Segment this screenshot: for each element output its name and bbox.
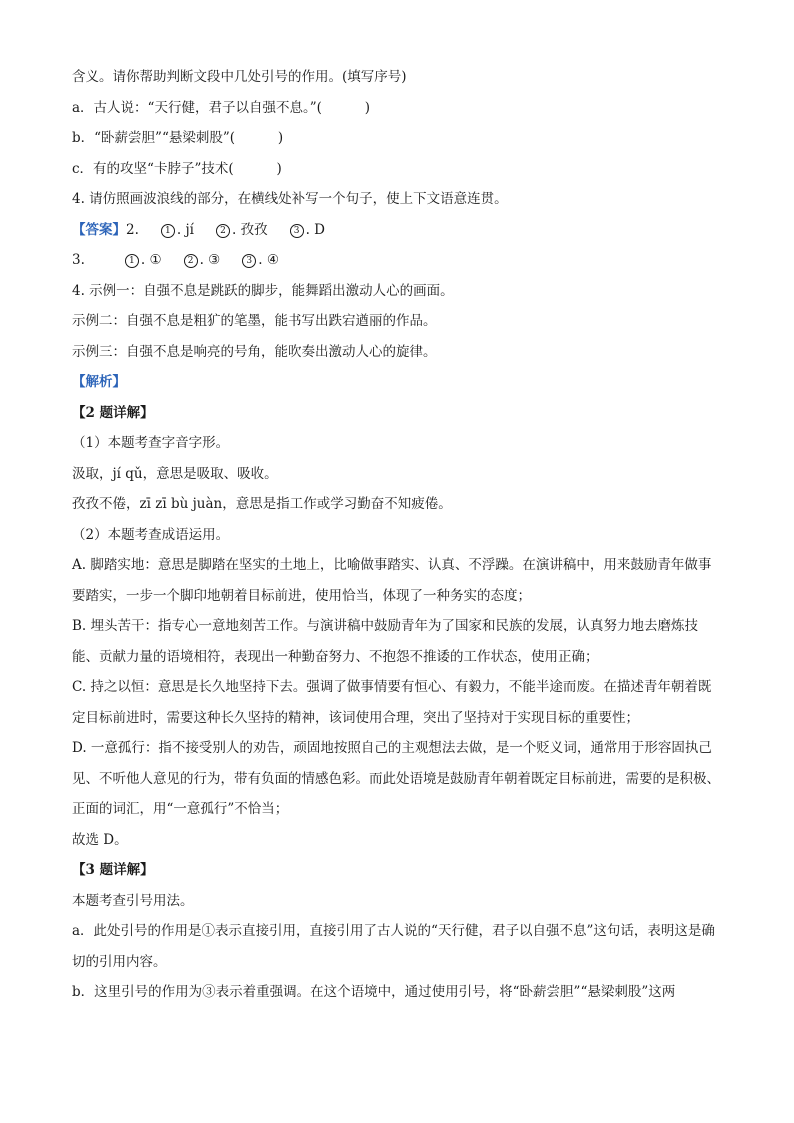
answer-number: 3. (72, 252, 85, 268)
example-2: 示例二：自强不息是粗犷的笔墨，能书写出跌宕遒丽的作品。 (72, 313, 437, 329)
answer-text: . jí (176, 221, 194, 238)
question-4: 4. 请仿照画波浪线的部分，在横线处补写一个句子，使上下文语意连贯。 (72, 191, 508, 207)
paragraph-a: a．此处引号的作用是①表示直接引用，直接引用了古人说的“天行健，君子以自强不息”这句话，表明这是确切的引用内容。 (72, 923, 715, 970)
answer-line (72, 215, 722, 246)
circled-number-3: 3 (242, 254, 256, 268)
paragraph-d: D. 一意孤行：指不接受别人的劝告，顽固地按照自己的主观想法去做，是一个贬义词，通常用于形容固执己见、不听他人意见的行为，带有负面的情感色彩。而此处语境是鼓励青年朝着既定目标前进，需要的是积极、正面的词汇，用“一意孤行”不恰当； (72, 740, 720, 817)
answer-text: . ① (140, 252, 162, 268)
paragraph: （2）本题考查成语运用。 (72, 526, 230, 543)
answer-text: . ④ (258, 252, 279, 268)
q3-heading: 【3 题详解】 (72, 862, 154, 878)
paragraph-b: B. 埋头苦干：指专心一意地刻苦工作。与演讲稿中鼓励青年为了国家和民族的发展，认真努力地去磨炼技能、贡献力量的语境相符，表现出一种勤奋努力、不抱怨不推诿的工作状态，使用正确； (72, 618, 699, 665)
option-a: a．古人说：“天行健，君子以自强不息。”( ) (72, 99, 371, 116)
q2-heading: 【2 题详解】 (72, 404, 154, 421)
answer-text: . ③ (199, 252, 221, 268)
example-3: 示例三：自强不息是响亮的号角，能吹奏出激动人心的旋律。 (72, 343, 437, 360)
text-line: 含义。请你帮助判断文段中几处引号的作用。(填写序号) (72, 69, 407, 85)
example-1: 4. 示例一：自强不息是跳跃的脚步，能舞蹈出激动人心的画面。 (72, 282, 454, 299)
paragraph-b: b．这里引号的作用为③表示着重强调。在这个语境中，通过使用引号，将“卧薪尝胆”“悬梁刺股”这两 (72, 984, 676, 1000)
circled-number-1: 1 (161, 224, 175, 238)
answer-tag: 【答案】 (72, 221, 126, 238)
paragraph: 故选 D。 (72, 831, 128, 848)
paragraph: 本题考查引号用法。 (72, 892, 194, 909)
analysis-tag: 【解析】 (72, 374, 126, 390)
circled-number-3: 3 (290, 224, 304, 238)
circled-number-2: 2 (184, 254, 198, 268)
answer-line-3 (72, 245, 722, 276)
paragraph-a: A. 脚踏实地：意思是脚踏在坚实的土地上，比喻做事踏实、认真、不浮躁。在演讲稿中，用来鼓励青年做事要踏实，一步一个脚印地朝着目标前进，使用恰当，体现了一种务实的态度； (72, 557, 712, 604)
document-page (72, 62, 722, 1008)
answer-text: . D (305, 221, 325, 238)
paragraph: 汲取，jí qǔ，意思是吸取、吸收。 (72, 465, 278, 482)
answer-number: 2. (126, 221, 139, 238)
paragraph: （1）本题考查字音字形。 (72, 435, 230, 451)
circled-number-1: 1 (125, 254, 139, 268)
option-b: b．“卧薪尝胆”“悬梁刺股”( ) (72, 130, 284, 146)
paragraph: 孜孜不倦，zī zī bù juàn，意思是指工作或学习勤奋不知疲倦。 (72, 496, 452, 512)
answer-text: . 孜孜 (231, 221, 268, 238)
circled-number-2: 2 (216, 224, 230, 238)
option-c: c．有的攻坚“卡脖子”技术( ) (72, 160, 282, 177)
paragraph-c: C. 持之以恒：意思是长久地坚持下去。强调了做事情要有恒心、有毅力，不能半途而废。在描述青年朝着既定目标前进时，需要这种长久坚持的精神，该词使用合理，突出了坚持对于实现目标的重要性； (72, 679, 712, 726)
